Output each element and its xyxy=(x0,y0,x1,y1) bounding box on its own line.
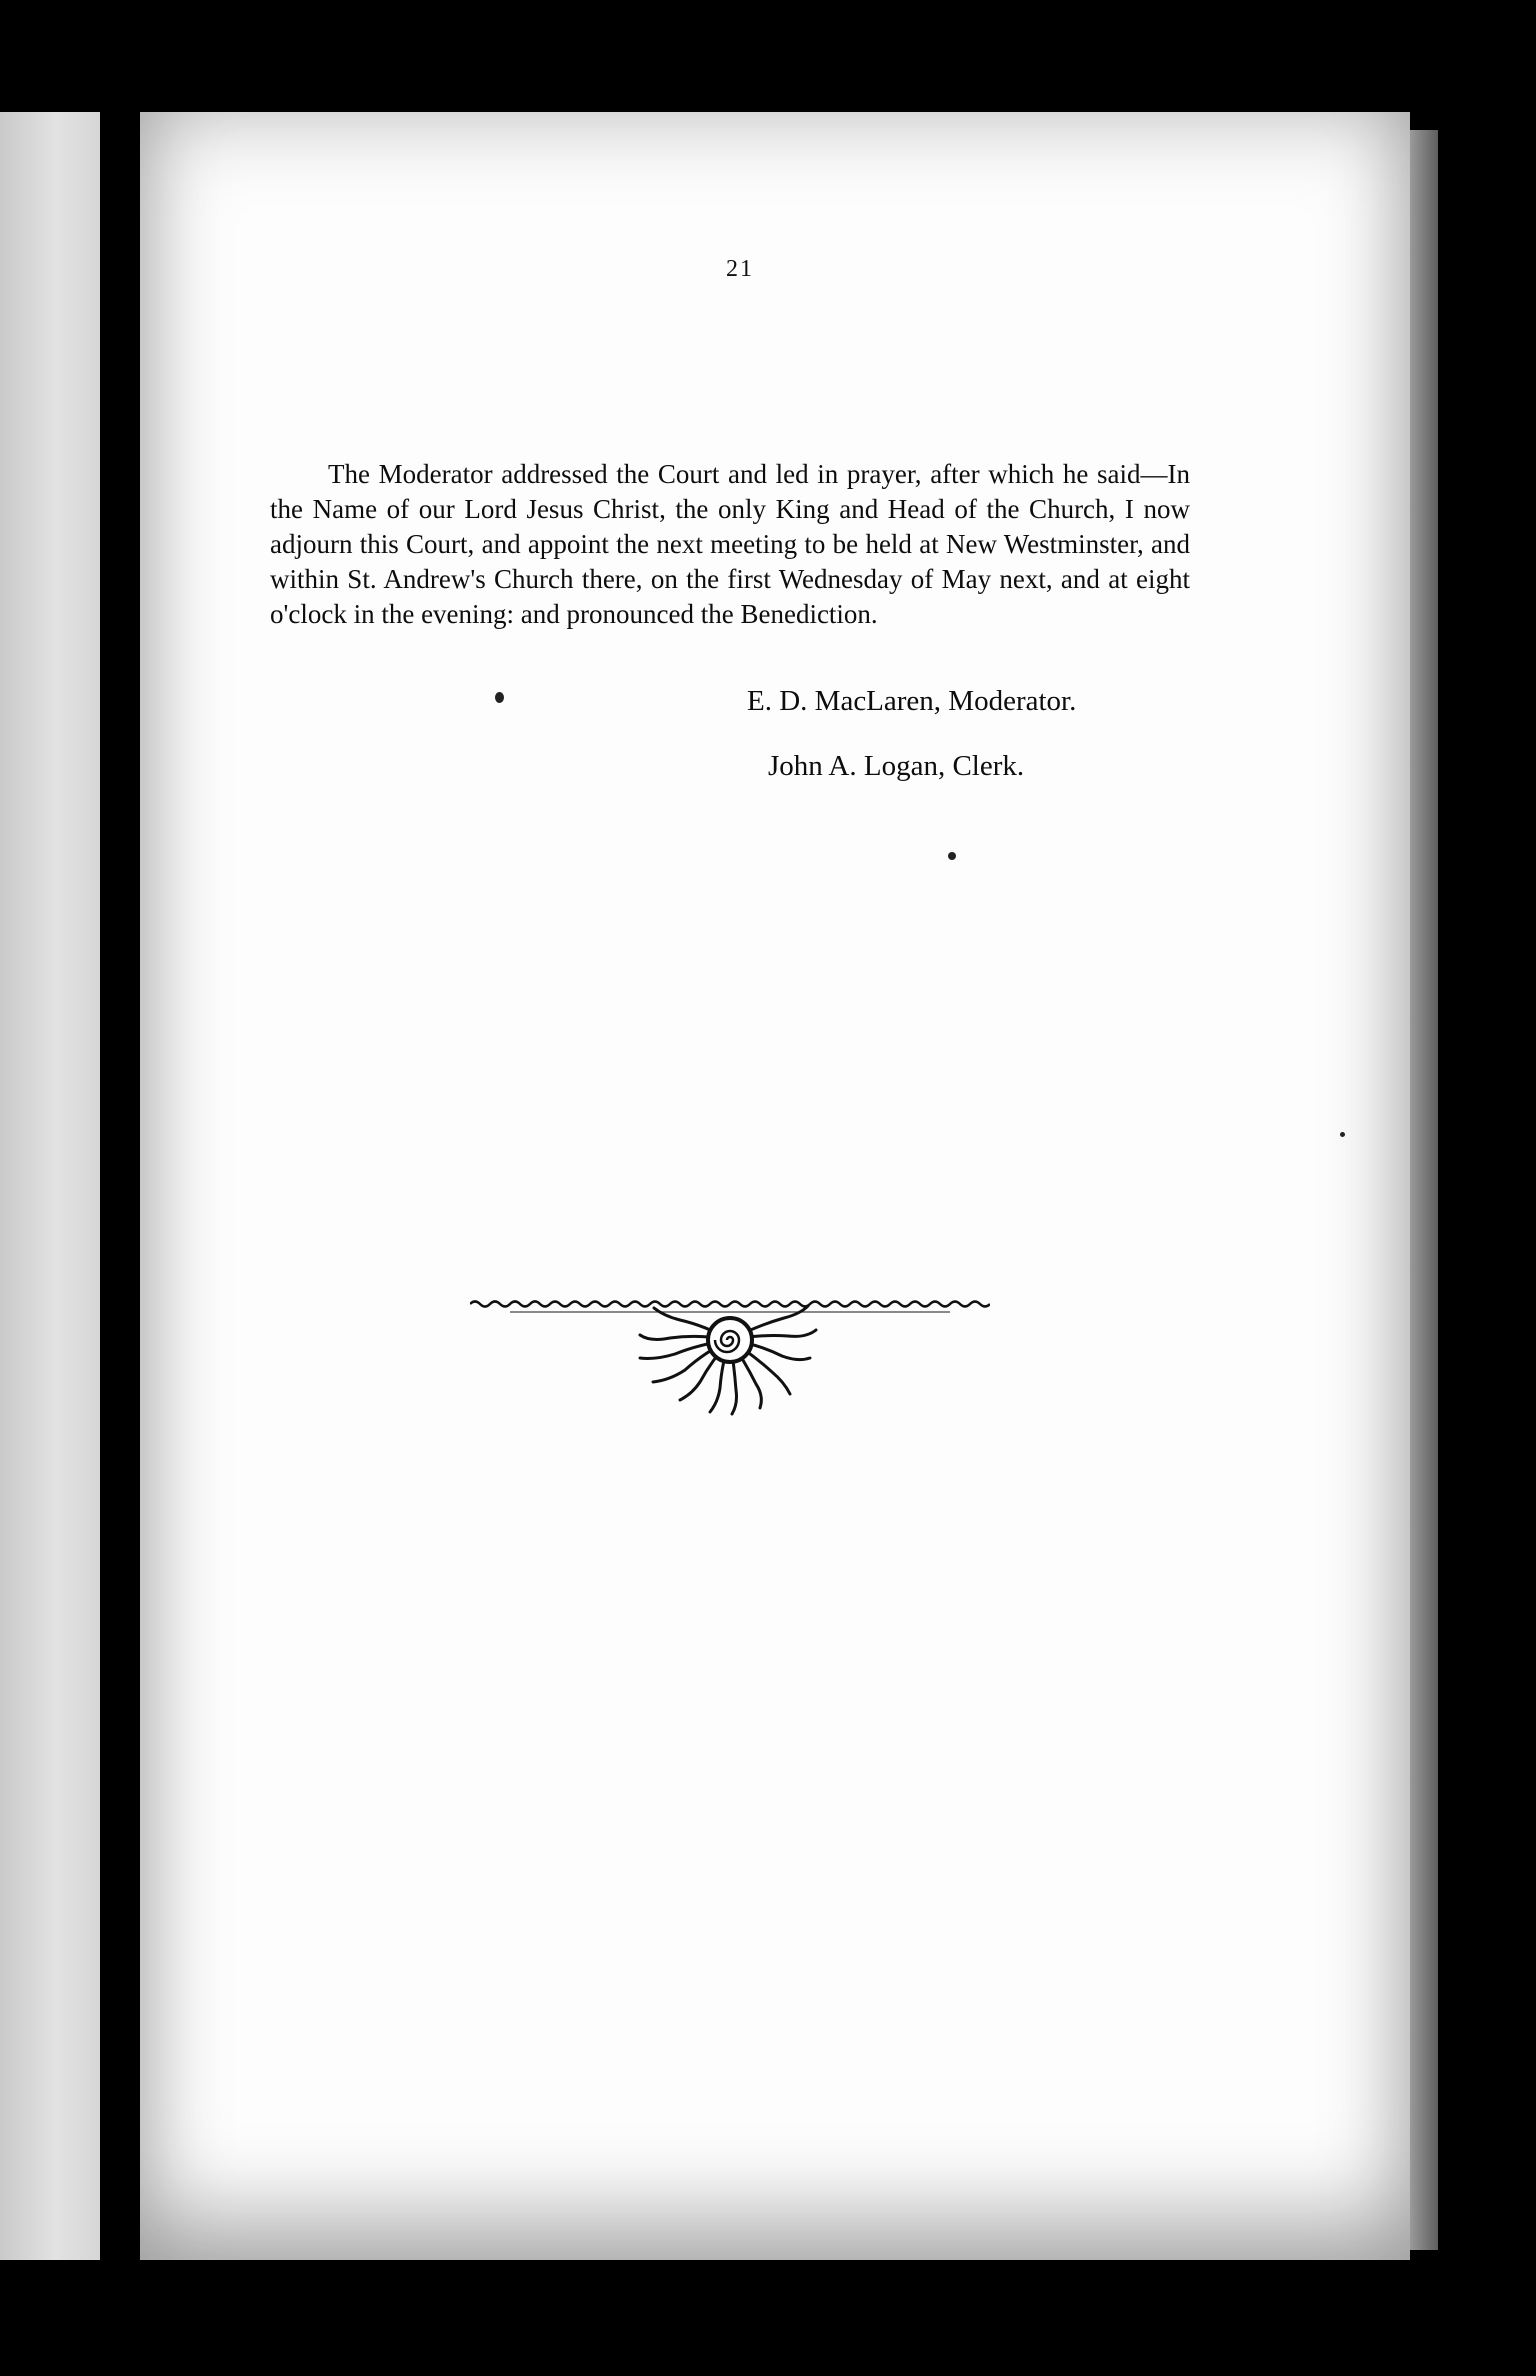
speck xyxy=(948,852,956,860)
moderator-signature: E. D. MacLaren, Moderator. xyxy=(747,685,1077,717)
page-stack-edge xyxy=(1410,130,1438,2250)
sun-ornament-icon xyxy=(470,1290,990,1430)
speck xyxy=(495,692,504,703)
left-page-edge xyxy=(0,112,100,2260)
document-page xyxy=(140,112,1410,2260)
body-paragraph: The Moderator addressed the Court and led in prayer, after which he said—In the Name of our Lord Jesus Christ, the only King and Head of the Church, I now adjourn this Court, and appoint the next meeting to be held at New Westminster, and within St. Andrew's Church there, on the first Wednesday of May next, and at eight o'clock in the evening: and pronounced the Benediction. xyxy=(270,459,1190,629)
page-number: 21 xyxy=(726,256,754,282)
clerk-signature: John A. Logan, Clerk. xyxy=(768,750,1025,782)
book-spine xyxy=(100,112,140,2260)
speck xyxy=(1340,1132,1345,1137)
